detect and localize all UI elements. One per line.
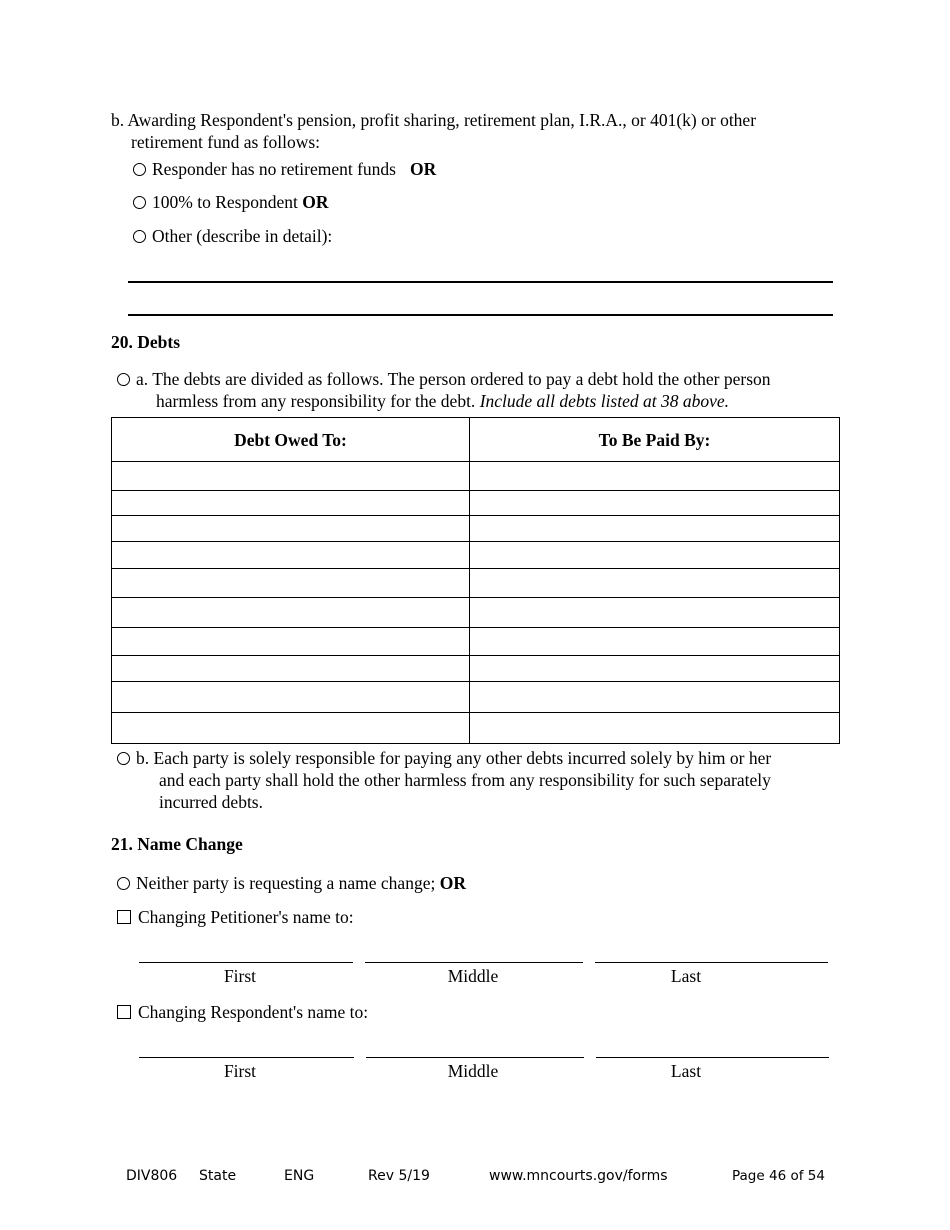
paid-by-cell[interactable] <box>470 656 840 682</box>
debts-option-a-line2: harmless from any responsibility for the debt. <box>156 391 476 411</box>
petitioner-last-label: Last <box>670 966 702 986</box>
debt-owed-to-cell[interactable] <box>112 542 470 569</box>
debts-option-a[interactable] <box>117 368 771 412</box>
retirement-option-none[interactable]: Responder has no retirement funds OR <box>133 158 436 180</box>
radio-button[interactable] <box>117 752 130 765</box>
respondent-last-label: Last <box>670 1061 702 1081</box>
retirement-option-other[interactable]: Other (describe in detail): <box>133 225 332 247</box>
radio-button[interactable] <box>117 877 130 890</box>
petitioner-first-name-line[interactable] <box>139 962 353 963</box>
radio-button[interactable] <box>133 163 146 176</box>
radio-button[interactable] <box>133 230 146 243</box>
debts-option-b-line3: incurred debts. <box>159 792 263 812</box>
debt-owed-to-cell[interactable] <box>112 713 470 744</box>
paid-by-cell[interactable] <box>470 491 840 516</box>
header-to-be-paid-by: To Be Paid By: <box>470 418 840 462</box>
respondent-middle-name-line[interactable] <box>366 1057 584 1058</box>
petitioner-middle-name-line[interactable] <box>365 962 583 963</box>
footer-form-id: DIV806 <box>126 1168 178 1184</box>
table-row <box>112 569 840 598</box>
footer-language: ENG <box>284 1168 315 1184</box>
debt-owed-to-cell[interactable] <box>112 628 470 656</box>
checkbox[interactable] <box>117 910 131 924</box>
table-row <box>112 516 840 542</box>
debt-owed-to-cell[interactable] <box>112 598 470 628</box>
table-row <box>112 656 840 682</box>
debt-owed-to-cell[interactable] <box>112 491 470 516</box>
table-row <box>112 628 840 656</box>
table-row <box>112 713 840 744</box>
debt-owed-to-cell[interactable] <box>112 516 470 542</box>
table-row <box>112 491 840 516</box>
table-row <box>112 598 840 628</box>
debt-owed-to-cell[interactable] <box>112 462 470 491</box>
paid-by-cell[interactable] <box>470 516 840 542</box>
debt-owed-to-cell[interactable] <box>112 682 470 713</box>
retirement-option-100-percent[interactable]: 100% to Respondent OR <box>133 191 328 213</box>
paid-by-cell[interactable] <box>470 628 840 656</box>
debts-option-b-line2: and each party shall hold the other harmless from any responsibility for such separately <box>159 770 771 790</box>
footer-page-number: Page 46 of 54 <box>732 1168 825 1184</box>
paid-by-cell[interactable] <box>470 682 840 713</box>
debts-option-b[interactable] <box>117 747 771 813</box>
retirement-intro <box>111 109 756 153</box>
respondent-first-label: First <box>223 1061 257 1081</box>
paid-by-cell[interactable] <box>470 462 840 491</box>
name-change-neither-option[interactable]: Neither party is requesting a name change; OR <box>117 872 466 894</box>
respondent-first-name-line[interactable] <box>139 1057 354 1058</box>
change-petitioner-name-option[interactable]: Changing Petitioner's name to: <box>117 906 354 928</box>
debt-owed-to-cell[interactable] <box>112 569 470 598</box>
paid-by-cell[interactable] <box>470 569 840 598</box>
footer-url[interactable]: www.mncourts.gov/forms <box>489 1168 668 1184</box>
debts-heading: 20. Debts <box>111 332 181 352</box>
petitioner-last-name-line[interactable] <box>595 962 828 963</box>
change-respondent-name-option[interactable]: Changing Respondent's name to: <box>117 1001 368 1023</box>
header-debt-owed-to: Debt Owed To: <box>112 418 470 462</box>
paid-by-cell[interactable] <box>470 713 840 744</box>
paid-by-cell[interactable] <box>470 542 840 569</box>
debts-table <box>111 417 840 744</box>
other-detail-line-1[interactable] <box>128 281 833 283</box>
paid-by-cell[interactable] <box>470 598 840 628</box>
table-row <box>112 542 840 569</box>
other-detail-line-2[interactable] <box>128 314 833 316</box>
debts-table-header <box>112 418 840 462</box>
table-row <box>112 682 840 713</box>
debts-option-a-line1: a. The debts are divided as follows. The person ordered to pay a debt hold the other person <box>136 369 771 389</box>
debts-option-b-line1: b. Each party is solely responsible for paying any other debts incurred solely by him or her <box>136 748 772 768</box>
table-row <box>112 462 840 491</box>
name-change-heading: 21. Name Change <box>111 834 243 854</box>
debts-option-a-note: Include all debts listed at 38 above. <box>479 391 730 411</box>
retirement-intro-line2: retirement fund as follows: <box>131 132 321 152</box>
petitioner-middle-label: Middle <box>447 966 499 986</box>
respondent-last-name-line[interactable] <box>596 1057 829 1058</box>
footer-jurisdiction: State <box>199 1168 237 1184</box>
checkbox[interactable] <box>117 1005 131 1019</box>
respondent-middle-label: Middle <box>447 1061 499 1081</box>
radio-button[interactable] <box>133 196 146 209</box>
petitioner-first-label: First <box>223 966 257 986</box>
radio-button[interactable] <box>117 373 130 386</box>
footer-revision: Rev 5/19 <box>368 1168 430 1184</box>
retirement-intro-line1: b. Awarding Respondent's pension, profit sharing, retirement plan, I.R.A., or 401(k) or other <box>111 110 757 130</box>
debt-owed-to-cell[interactable] <box>112 656 470 682</box>
